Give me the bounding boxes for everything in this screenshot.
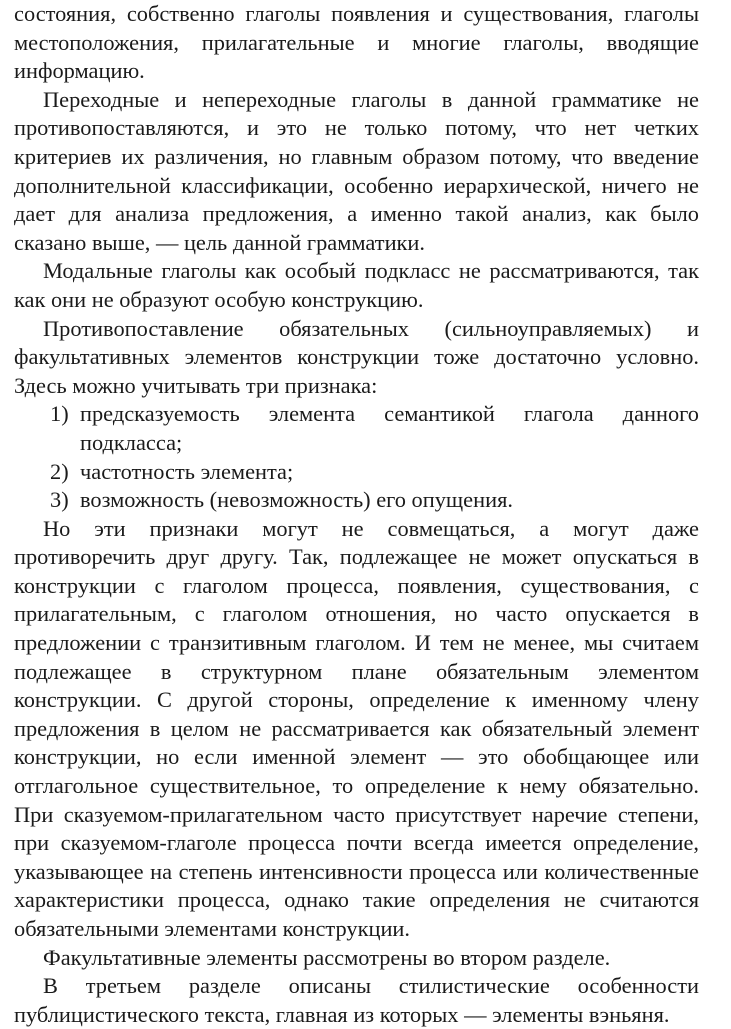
list-item-text: частотность элемента;	[80, 458, 294, 484]
list-marker: 2)	[50, 458, 69, 484]
paragraph-transitivity: Переходные и непереходные глаголы в данной грамматике не противопоставляются, и это не только потому, что нет четких критериев их различения, но главным образом потому, что введение дополнительной классификации, особенно иерархической, ничего не дает для анализа предложения, а именно такой анализ, как было сказано выше, — цель данной грамматики.	[14, 86, 699, 255]
list-item-text: возможность (невозможность) его опущения.	[80, 487, 513, 513]
list-marker: 3)	[50, 487, 69, 513]
list-item	[14, 400, 699, 457]
paragraph-continuation: состояния, собственно глаголы появления и существования, глаголы местоположения, прилагательные и многие глаголы, вводящие информацию.	[14, 1, 699, 84]
paragraph-optional-elements: Факультативные элементы рассмотрены во втором разделе.	[43, 944, 611, 970]
paragraph-obligatory-elements: Противопоставление обязательных (сильноуправляемых) и факультативных элементов конструкции тоже достаточно условно. Здесь можно учитывать три признака:	[14, 315, 699, 398]
list-item-text: предсказуемость элемента семантикой глагола данного подкласса;	[80, 401, 699, 455]
document-page	[14, 0, 699, 1029]
list-item	[14, 486, 699, 515]
list-marker: 1)	[50, 401, 69, 427]
paragraph-modal-verbs: Модальные глаголы как особый подкласс не рассматриваются, так как они не образуют особую конструкцию.	[14, 258, 699, 312]
list-item	[14, 458, 699, 487]
paragraph-features-conflict: Но эти признаки могут не совмещаться, а могут даже противоречить друг другу. Так, подлежащее не может опускаться в конструкции с глаголом процесса, появления, существования, с прилагательным, с глаголом отношения, но часто опускается в предложении с транзитивным глаголом. И тем не менее, мы считаем подлежащее в структурном плане обязательным элементом конструкции. С другой стороны, определение к именному члену предложения в целом не рассматривается как обязательный элемент конструкции, но если именной элемент — это обобщающее или отглагольное существительное, то определение к нему обязательно. При сказуемом-прилагательном часто присутствует наречие степени, при сказуемом-глаголе процесса почти всегда имеется определение, указывающее на степень интенсивности процесса или количественные характеристики процесса, однако такие определения не считаются обязательными элементами конструкции.	[14, 515, 699, 941]
paragraph-third-section: В третьем разделе описаны стилистические особенности публицистического текста, главная из которых — элементы вэньяня.	[14, 973, 699, 1027]
